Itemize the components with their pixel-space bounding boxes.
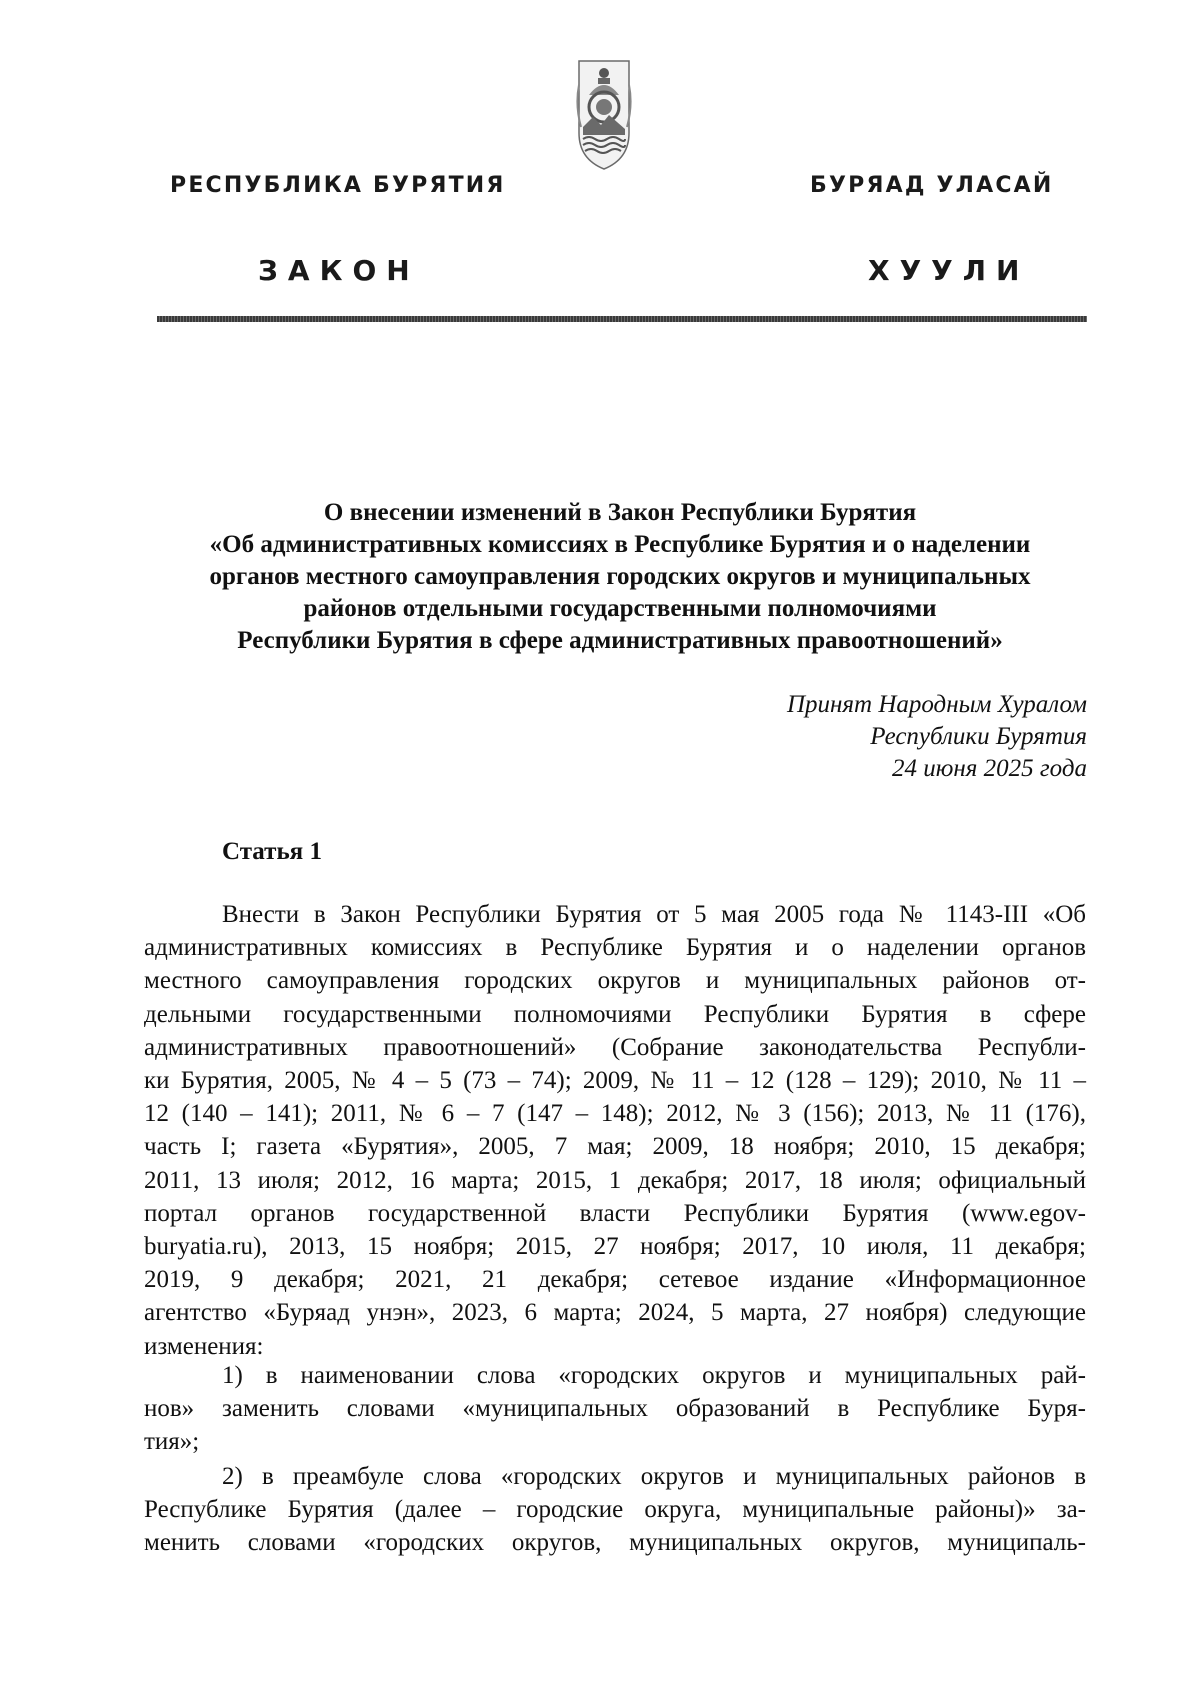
adoption-note (787, 689, 1087, 785)
law-label-ru: ЗАКОН (258, 254, 420, 287)
text-line: Республике Бурятия (далее – городские округа, муниципальные районы)» за- (144, 1496, 1086, 1524)
law-label-bur: ХУУЛИ (868, 254, 1030, 287)
title-line: органов местного самоуправления городских округов и муниципальных (209, 563, 1031, 590)
text-line: Внести в Закон Республики Бурятия от 5 мая 2005 года № 1143-III «Об (222, 901, 1086, 928)
text-line: 2019, 9 декабря; 2021, 21 декабря; сетевое издание «Информационное (144, 1266, 1086, 1294)
text-line: 1) в наименовании слова «городских округов и муниципальных рай- (222, 1362, 1086, 1389)
text-line: административных правоотношений» (Собрание законодательства Республи- (144, 1033, 1086, 1061)
title-line: «Об административных комиссиях в Республике Бурятия и о наделении (209, 531, 1031, 558)
article-item-1 (144, 1359, 1086, 1459)
article-item-2 (144, 1460, 1086, 1560)
coat-of-arms-icon (575, 55, 633, 173)
adoption-line: Принят Народным Хуралом (786, 691, 1087, 718)
text-line: ки Бурятия, 2005, № 4 – 5 (73 – 74); 2009, № 11 – 12 (128 – 129); 2010, № 11 – (144, 1067, 1086, 1095)
title-line: О внесении изменений в Закон Республики Бурятия (323, 499, 917, 526)
article-heading: Статья 1 (222, 838, 322, 865)
text-line: 2011, 13 июля; 2012, 16 марта; 2015, 1 декабря; 2017, 18 июля; официальный (144, 1166, 1086, 1194)
adoption-line: Республики Бурятия (870, 723, 1087, 750)
text-line: дельными государственными полномочиями Республики Бурятия в сфере (144, 1000, 1086, 1028)
text-line: часть I; газета «Бурятия», 2005, 7 мая; 2009, 18 ноября; 2010, 15 декабря; (144, 1133, 1086, 1161)
text-line: агентство «Буряад унэн», 2023, 6 марта; 2024, 5 марта, 27 ноября) следующие (144, 1299, 1086, 1327)
republic-name-ru: РЕСПУБЛИКА БУРЯТИЯ (170, 173, 506, 198)
adoption-date: 24 июня 2025 года (892, 755, 1087, 782)
text-line: местного самоуправления городских округов и муниципальных районов от- (144, 967, 1086, 995)
law-title (140, 497, 1100, 657)
text-line: тия»; (144, 1428, 200, 1456)
text-line: административных комиссиях в Республике Бурятия и о наделении органов (144, 934, 1086, 962)
text-line: buryatia.ru), 2013, 15 ноября; 2015, 27 ноября; 2017, 10 июля, 11 декабря; (144, 1233, 1086, 1261)
header-divider (157, 316, 1087, 322)
text-line: менить словами «городских округов, муниципальных округов, муниципаль- (144, 1529, 1086, 1557)
text-line: 12 (140 – 141); 2011, № 6 – 7 (147 – 148); 2012, № 3 (156); 2013, № 11 (176), (144, 1100, 1086, 1128)
title-line: районов отдельными государственными полномочиями (303, 595, 937, 622)
text-line: изменения: (144, 1332, 264, 1360)
text-line: нов» заменить словами «муниципальных образований в Республике Буря- (144, 1395, 1086, 1423)
text-line: портал органов государственной власти Республики Бурятия (www.egov- (144, 1199, 1086, 1227)
republic-name-bur: БУРЯАД УЛАСАЙ (810, 173, 1054, 198)
article-paragraph-1 (144, 898, 1086, 1363)
text-line: 2) в преамбуле слова «городских округов и муниципальных районов в (222, 1463, 1086, 1490)
title-line: Республики Бурятия в сфере административных правоотношений» (237, 627, 1003, 654)
